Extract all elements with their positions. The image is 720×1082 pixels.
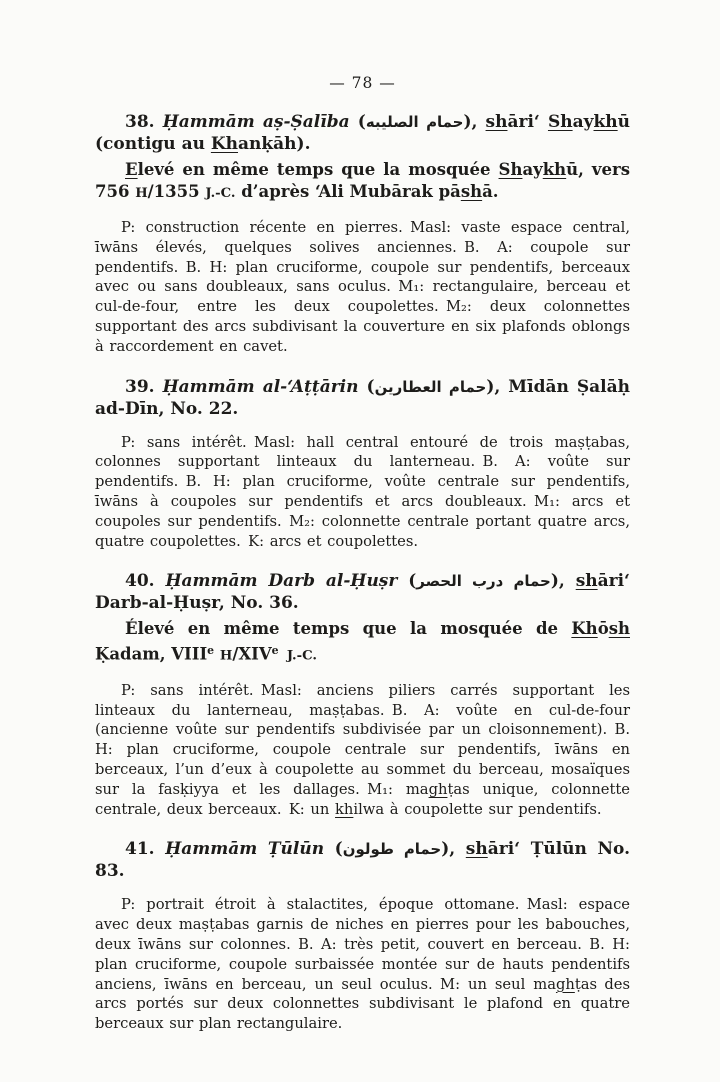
text-segment: ( xyxy=(324,839,343,860)
text-segment: sh xyxy=(608,619,630,639)
text-segment: Sh xyxy=(498,160,523,179)
text-segment: ā. xyxy=(482,182,499,201)
text-segment: āri‘ Ṭūlūn No. 83. xyxy=(95,839,630,882)
entry-40 xyxy=(95,570,630,819)
text-segment: E xyxy=(125,160,138,179)
entry-39-heading xyxy=(95,376,630,420)
text-segment: Ḥammām Ṭūlūn xyxy=(165,839,325,860)
text-segment: 40. xyxy=(125,571,166,592)
text-segment: sh xyxy=(460,182,483,201)
text-segment: ō xyxy=(597,619,609,639)
text-segment: ay xyxy=(522,160,543,179)
text-segment: ), xyxy=(463,112,486,132)
entry-38-heading xyxy=(95,111,630,155)
text-segment: P: sans intérêt. Masl: anciens piliers carrés supportant les linteaux du lanterneau, maṣṭabas. B. A: voûte en cul-de-four (ancienne voûte sur pendentifs subdivisée par un cloisonnement). B. H: plan cruciforme, coupole centrale sur pendentifs, īwāns en berceaux, l’un d’eux à coupolette au sommet du berceau, mosaïques sur la fasḳiyya et les dallages. M₁: ma xyxy=(95,681,630,798)
text-segment: ṭas unique, colonnette centrale, deux berceaux. K: un xyxy=(95,780,630,818)
text-segment: ilwa à coupolette sur pendentifs. xyxy=(353,800,602,818)
text-segment: gh xyxy=(555,975,575,993)
entry-41-description xyxy=(95,895,630,1034)
text-segment: ay xyxy=(572,112,594,132)
entry-39-description xyxy=(95,433,630,552)
text-segment: J.-C. xyxy=(286,648,317,664)
entry-40-description xyxy=(95,681,630,820)
text-segment: Ḳadam, VIII xyxy=(95,644,208,664)
entry-41-heading xyxy=(95,838,630,882)
text-segment: ( xyxy=(358,376,375,397)
entry-40-note xyxy=(95,618,630,667)
arabic-text-segment: حمام درب الحصر xyxy=(416,572,551,591)
text-segment: kh xyxy=(335,800,354,818)
text-segment: kh xyxy=(593,112,618,132)
text-segment: levé en même temps que la mosquée xyxy=(137,160,499,179)
text-segment: sh xyxy=(575,571,598,592)
page-number: — 78 — xyxy=(329,74,396,92)
entry-41 xyxy=(95,838,630,1034)
text-segment: ), xyxy=(441,839,466,860)
text-segment: 38. xyxy=(125,112,163,132)
text-segment: ṭas des arcs portés sur deux colonnettes subdivisant le plafond en quatre berceaux sur plan rectangulaire. xyxy=(95,975,630,1033)
entry-40-heading xyxy=(95,570,630,614)
entry-38 xyxy=(95,111,630,357)
text-segment: āri‘ xyxy=(507,112,548,132)
text-segment: sh xyxy=(465,839,488,860)
text-segment: ), xyxy=(550,571,576,592)
text-segment: anḳāh). xyxy=(238,134,311,154)
text-segment: Sh xyxy=(547,112,573,132)
text-segment: /XIV xyxy=(232,644,272,664)
text-segment: ( xyxy=(397,571,417,592)
text-segment: ( xyxy=(349,112,366,132)
text-segment: /1355 xyxy=(147,182,206,201)
text-segment: J.-C. xyxy=(205,186,236,201)
text-segment: ū (contigu au xyxy=(95,112,631,154)
text-segment: H xyxy=(135,186,148,201)
text-segment: Kh xyxy=(210,134,239,154)
text-segment: e xyxy=(271,644,279,658)
text-segment: d’après ‘Ali Mubārak pā xyxy=(235,182,461,201)
text-segment: ), Mīdān Ṣalāḥ ad-Dīn, No. 22. xyxy=(95,376,630,419)
arabic-text-segment: حمام الصليبه xyxy=(365,113,464,131)
text-segment: kh xyxy=(542,160,567,179)
text-segment: sh xyxy=(485,112,508,132)
text-segment: 41. xyxy=(125,839,166,860)
text-segment: P: portrait étroit à stalactites, époque ottomane. Masl: espace avec deux maṣṭabas garnis de niches en pierres pour les babouches, deux īwāns sur colonnes. B. A: très petit, couvert en berceau. B. H: plan cruciforme, coupole surbaissée montée sur de hauts pendentifs anciens, īwāns en berceau, un seul oculus. M: un seul ma xyxy=(95,896,630,993)
entry-39 xyxy=(95,376,630,552)
text-segment: Ḥammām al-‘Aṭṭārin xyxy=(162,376,359,397)
text-segment: Ḥammām Darb al-Ḥuṣr xyxy=(165,571,398,592)
text-segment: Élevé en même temps que la mosquée de xyxy=(125,619,572,639)
text-segment: Kh xyxy=(571,619,598,639)
arabic-text-segment: حمام طولون xyxy=(342,840,442,859)
text-segment xyxy=(279,645,287,664)
text-segment: ū, vers 756 xyxy=(95,160,630,201)
arabic-text-segment: حمام العطارين xyxy=(374,377,487,396)
text-segment: H xyxy=(219,648,233,664)
text-segment: āri‘ Darb-al-Ḥuṣr, No. 36. xyxy=(95,571,630,614)
entry-38-note xyxy=(95,159,630,205)
text-segment: P: sans intérêt. Masl: hall central entouré de trois maṣṭabas, colonnes supportant linteaux du lanterneau. B. A: voûte sur pendentifs. B. H: plan cruciforme, voûte centrale sur pendentifs, īwāns à coupoles sur pendentifs et arcs doubleaux. M₁: arcs et coupoles sur pendentifs. M₂: colonnette centrale portant quatre arcs, quatre coupolettes. K: arcs et coupolettes. xyxy=(95,433,630,550)
text-segment: Ḥammām aṣ-Ṣalība xyxy=(162,112,350,132)
text-segment: e xyxy=(207,644,215,658)
text-segment: 39. xyxy=(125,376,163,397)
text-segment: gh xyxy=(428,780,448,798)
entry-38-description xyxy=(95,218,630,357)
text-segment: P: construction récente en pierres. Masl: vaste espace central, īwāns élevés, quelques solives anciennes. B. A: coupole sur pendentifs. B. H: plan cruciforme, coupole sur pendentifs, berceaux avec ou sans doubleaux, sans oculus. M₁: rectangulaire, berceau et cul-de-four, entre les deux coupolettes. M₂: deux colonnettes supportant des arcs subdivisant la couverture en six plafonds oblongs à raccordement en cavet. xyxy=(95,219,630,355)
